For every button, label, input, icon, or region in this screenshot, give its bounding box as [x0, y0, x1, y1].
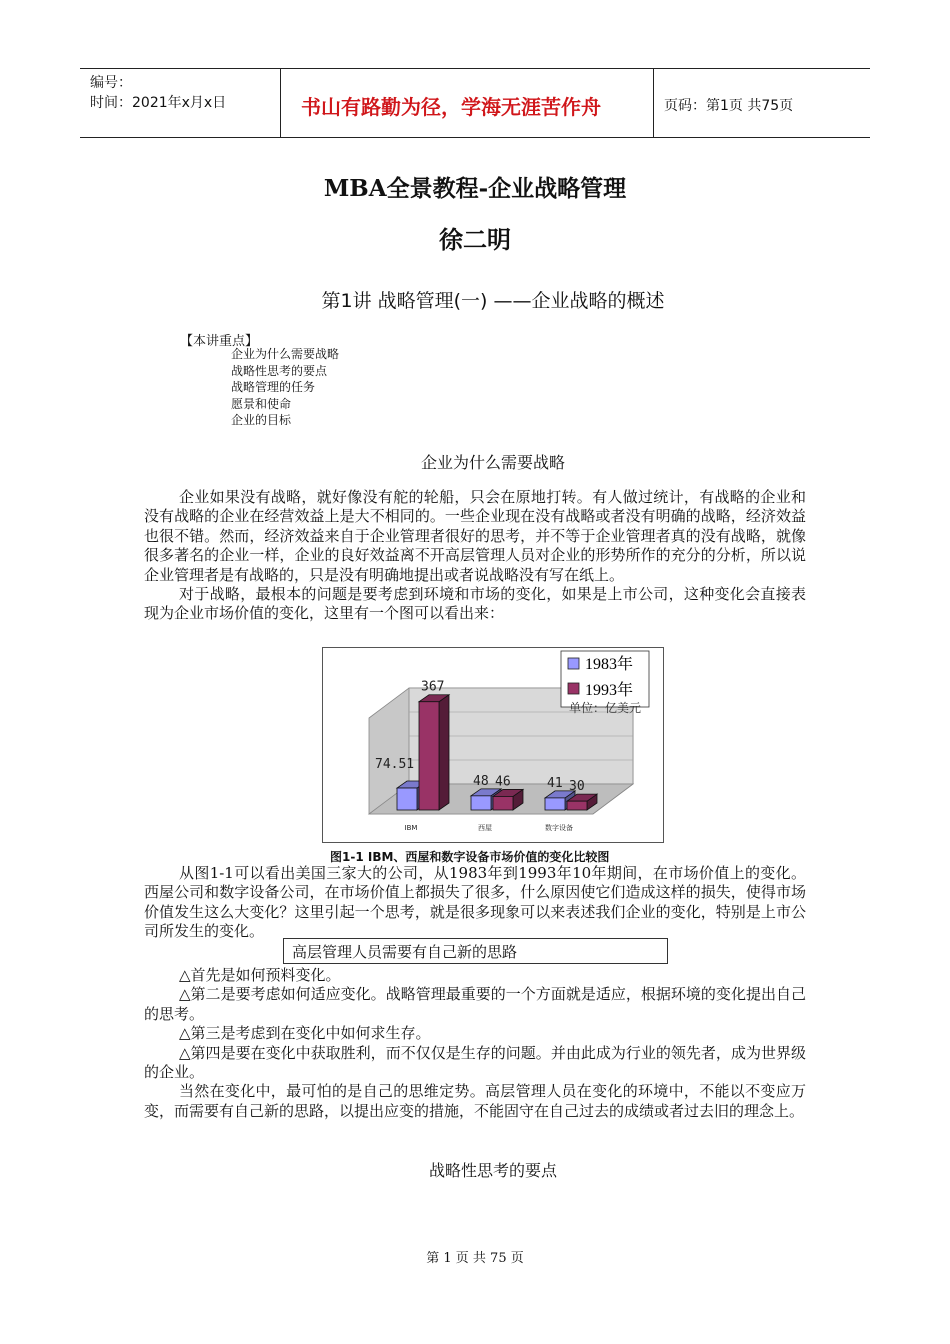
bar-IBM-1993年 [419, 702, 439, 810]
chart-unit-label: 单位：亿美元 [569, 701, 642, 715]
figure-caption: 图1-1 IBM、西屋和数字设备市场价值的变化比较图 [330, 850, 610, 864]
bullets [144, 966, 806, 1121]
value-label: 41 [547, 775, 563, 791]
bar-IBM-1983年 [397, 788, 417, 810]
value-label: 48 [473, 773, 489, 789]
x-tick-label: IBM [404, 824, 418, 832]
number-label: 编号： [90, 75, 132, 91]
chart-x-ticks [405, 823, 573, 832]
header-table [80, 68, 870, 138]
x-tick-label: 西屋 [478, 824, 492, 832]
bar-数字设备-1993年 [567, 801, 587, 810]
bar-西屋-1983年 [471, 796, 491, 810]
page-footer: 第 1 页 共 75 页 [426, 1251, 524, 1266]
value-label: 367 [421, 679, 445, 695]
bar-西屋-1993年 [493, 796, 513, 810]
header-page-cell [654, 69, 870, 137]
legend-swatch-1993 [568, 683, 579, 694]
bar-chart-figure [322, 647, 664, 843]
key-point-item: 企业为什么需要战略 [231, 347, 340, 361]
bullet-item: △首先是如何预料变化。 [179, 966, 341, 984]
legend-label-1993: 1993年 [585, 682, 634, 699]
legend-swatch-1983 [568, 658, 579, 669]
section1-body [144, 488, 806, 624]
section1-body-after [144, 864, 806, 942]
bar-side [439, 695, 449, 810]
key-point-item: 愿景和使命 [231, 396, 292, 411]
section-heading: 企业为什么需要战略 [420, 453, 565, 472]
x-tick-label: 数字设备 [545, 824, 573, 832]
time-label: 时间：2021年x月x日 [90, 95, 227, 111]
bullet-item: △第二是要考虑如何适应变化。战略管理最重要的一个方面就是适应，根据环境的变化提出自己的思考。 [144, 985, 806, 1023]
motto: 书山有路勤为径，学海无涯苦作舟 [301, 95, 601, 119]
bullet-item: △第三是考虑到在变化中如何求生存。 [179, 1024, 431, 1043]
paragraph: 企业如果没有战略，就好像没有舵的轮船，只会在原地打转。有人做过统计，有战略的企业和没有战略的企业在经营效益上是大不相同的。一些企业现在没有战略或者没有明确的战略，经济效益也很不错。然而，经济效益来自于企业管理者很好的思考，并不等于企业管理者真的没有战略，就像很多著名的企业一样，企业的良好效益离不开高层管理人员对企业的形势所作的充分的分析，所以说企业管理者是有战略的，只是没有明确地提出或者说战略没有写在纸上。 [144, 488, 806, 584]
lecture-title: 第1讲 战略管理(一) ——企业战略的概述 [321, 290, 665, 312]
key-points-heading: 【本讲重点】 [180, 334, 259, 349]
bar-chart [323, 648, 663, 842]
header-left-cell [80, 69, 281, 137]
bar-数字设备-1983年 [545, 798, 565, 810]
author: 徐二明 [439, 225, 511, 254]
legend-label-1983: 1983年 [585, 656, 634, 673]
key-point-item: 企业的目标 [231, 413, 292, 427]
value-label: 46 [495, 774, 511, 790]
document-title: MBA全景教程-企业战略管理 [323, 175, 627, 202]
paragraph: 当然在变化中，最可怕的是自己的思维定势。高层管理人员在变化的环境中，不能以不变应万变，而需要有自己新的思路，以提出应变的措施，不能固守在自己过去的成绩或者过去旧的理念上。 [144, 1082, 806, 1120]
key-points-list [231, 346, 339, 429]
header-motto-cell [281, 69, 654, 137]
key-point-item: 战略性思考的要点 [231, 363, 328, 378]
section-heading: 战略性思考的要点 [428, 1161, 557, 1180]
page-info: 页码：第1页 共75页 [664, 98, 794, 114]
paragraph: 从图1-1可以看出美国三家大的公司，从1983年到1993年10年期间，在市场价值上的变化。西屋公司和数字设备公司，在市场价值上都损失了很多，什么原因使它们造成这样的损失，使得市场价值发生这么大变化？这里引起一个思考，就是很多现象可以来表述我们企业的变化，特别是上市公司所发生的变化。 [144, 864, 806, 941]
value-label: 30 [569, 779, 585, 795]
paragraph: 对于战略，最根本的问题是要考虑到环境和市场的变化，如果是上市公司，这种变化会直接表现为企业市场价值的变化，这里有一个图可以看出来： [144, 585, 806, 623]
bullet-item: △第四是要在变化中获取胜利，而不仅仅是生存的问题。并由此成为行业的领先者，成为世界级的企业。 [144, 1043, 806, 1082]
boxed-callout: 高层管理人员需要有自己新的思路 [283, 938, 668, 964]
key-point-item: 战略管理的任务 [231, 380, 316, 394]
value-label: 74.51 [375, 757, 415, 773]
